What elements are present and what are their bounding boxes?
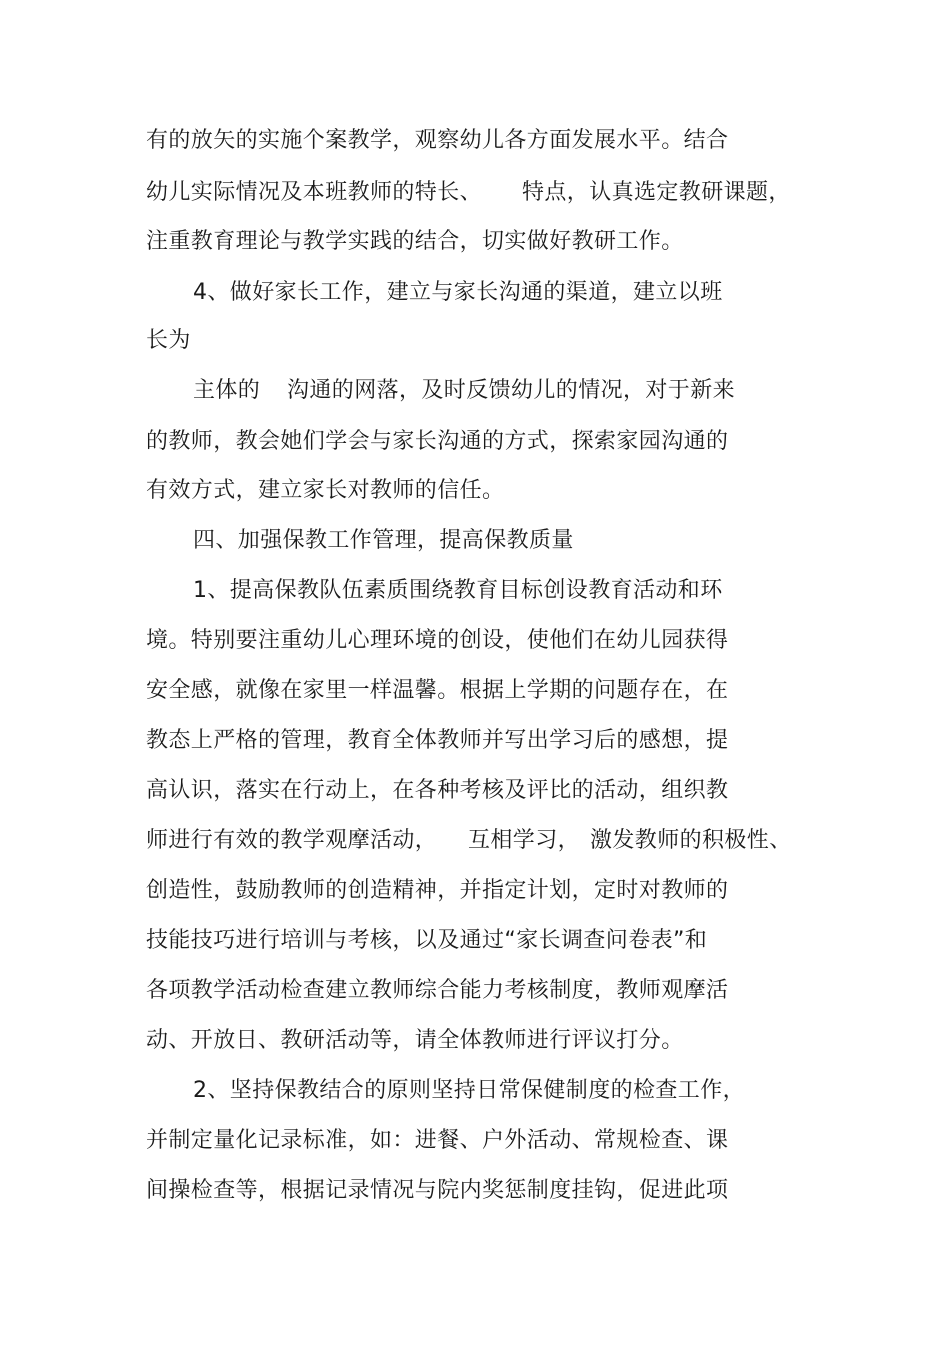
text-line: 互相学习， (468, 828, 581, 853)
text-line: 师进行有效的教学观摩活动， (146, 828, 438, 853)
text-line: 有效方式，建立家长对教师的信任。 (146, 478, 505, 503)
text-line: 主体的 (193, 378, 261, 403)
text-line: 激发教师的积极性、 (590, 828, 792, 853)
text-line: 教态上严格的管理，教育全体教师并写出学习后的感想，提 (146, 728, 729, 753)
text-line: 间操检查等，根据记录情况与院内奖惩制度挂钩，促进此项 (146, 1178, 729, 1203)
text-line: 注重教育理论与教学实践的结合，切实做好教研工作。 (146, 229, 684, 254)
text-line: 各项教学活动检查建立教师综合能力考核制度，教师观摩活 (146, 978, 729, 1003)
text-line: 2、坚持保教结合的原则坚持日常保健制度的检查工作， (193, 1078, 745, 1103)
text-line: 的教师，教会她们学会与家长沟通的方式，探索家园沟通的 (146, 429, 729, 454)
text-line: 长为 (146, 328, 191, 353)
text-line: 幼儿实际情况及本班教师的特长、 (146, 180, 483, 205)
text-line: 技能技巧进行培训与考核，以及通过“家长调查问卷表”和 (146, 928, 708, 953)
text-line: 高认识，落实在行动上，在各种考核及评比的活动，组织教 (146, 778, 729, 803)
text-line: 有的放矢的实施个案教学，观察幼儿各方面发展水平。结合 (146, 128, 729, 153)
text-line: 创造性，鼓励教师的创造精神，并指定计划，定时对教师的 (146, 878, 729, 903)
text-line: 1、提高保教队伍素质围绕教育目标创设教育活动和环 (193, 578, 723, 603)
text-line: 境。特别要注重幼儿心理环境的创设，使他们在幼儿园获得 (146, 628, 729, 653)
text-line: 4、做好家长工作，建立与家长沟通的渠道，建立以班 (193, 280, 723, 305)
text-line: 安全感，就像在家里一样温馨。根据上学期的问题存在，在 (146, 678, 729, 703)
text-line: 动、开放日、教研活动等，请全体教师进行评议打分。 (146, 1028, 684, 1053)
text-line: 并制定量化记录标准，如：进餐、户外活动、常规检查、课 (146, 1128, 729, 1153)
text-line: 沟通的网落，及时反馈幼儿的情况，对于新来 (287, 378, 736, 403)
section-heading: 四、加强保教工作管理，提高保教质量 (193, 528, 574, 553)
text-line: 特点，认真选定教研课题， (522, 180, 791, 205)
